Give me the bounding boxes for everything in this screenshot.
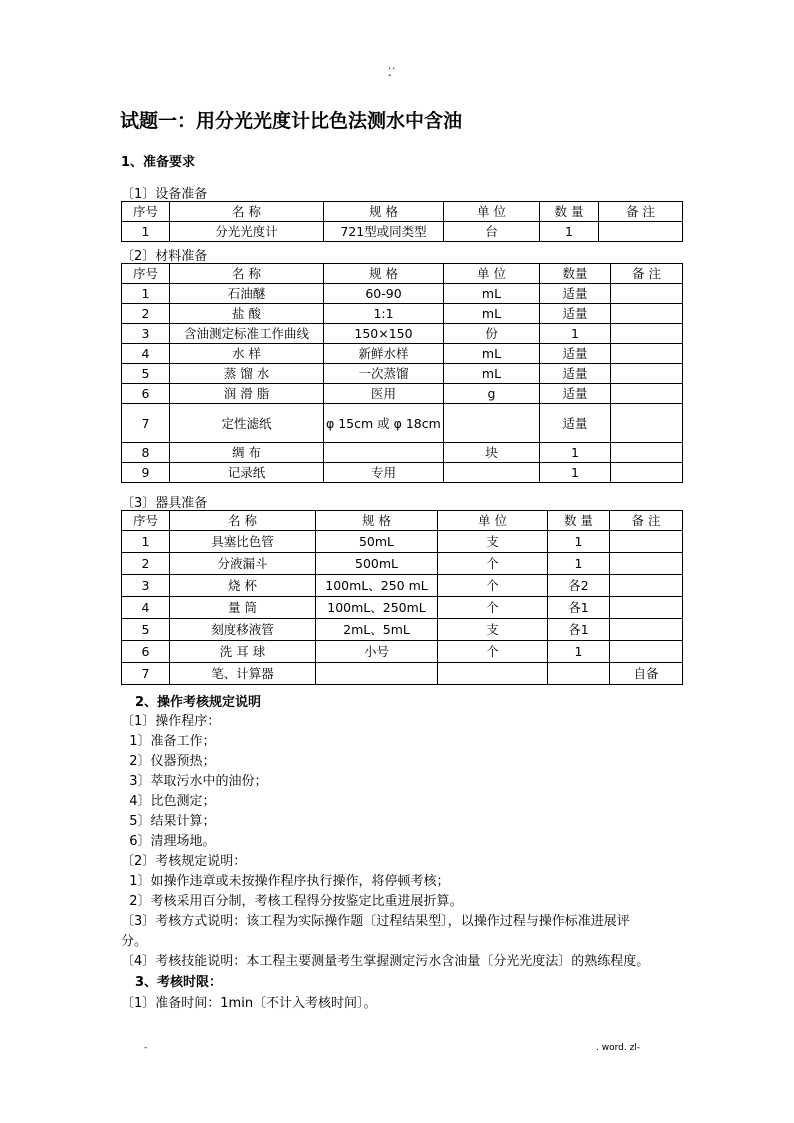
header-cell: 备 注 xyxy=(610,511,683,531)
header-cell: 备 注 xyxy=(611,264,683,284)
table-cell: 1 xyxy=(122,222,170,242)
table-cell xyxy=(611,284,683,304)
table-cell: 适量 xyxy=(540,284,611,304)
apparatus-table xyxy=(121,510,683,685)
table-cell: 1 xyxy=(540,463,611,483)
header-cell: 单 位 xyxy=(438,511,548,531)
table-cell xyxy=(610,641,683,663)
instruction-line: 5〕结果计算； xyxy=(121,814,216,829)
table-cell: 分光光度计 xyxy=(170,222,324,242)
table-cell: 4 xyxy=(122,344,170,364)
table-cell: 3 xyxy=(122,575,170,597)
section-heading-2: 2、操作考核规定说明 xyxy=(135,695,262,710)
instruction-line: 〔4〕考核技能说明：本工程主要测量考生掌握测定污水含油量〔分光光度法〕的熟练程度。 xyxy=(121,954,650,969)
table-cell: 绸 布 xyxy=(170,443,324,463)
table-cell: 专用 xyxy=(324,463,444,483)
table-cell: 笔、计算器 xyxy=(170,663,316,685)
footer-left: - xyxy=(144,1043,148,1053)
table-cell: 记录纸 xyxy=(170,463,324,483)
table-row xyxy=(122,663,683,685)
table-row xyxy=(122,597,683,619)
table-cell: 8 xyxy=(122,443,170,463)
table-cell: 2mL、5mL xyxy=(316,619,438,641)
table-cell: 适量 xyxy=(540,304,611,324)
instruction-line: 6〕清理场地。 xyxy=(121,834,216,849)
instruction-line: 3〕萃取污水中的油份； xyxy=(121,774,268,789)
table-cell xyxy=(611,443,683,463)
table-cell: 一次蒸馏 xyxy=(324,364,444,384)
header-cell: 规 格 xyxy=(324,264,444,284)
table-cell xyxy=(611,304,683,324)
table-cell: 洗 耳 球 xyxy=(170,641,316,663)
table-row xyxy=(122,553,683,575)
table-cell: 自备 xyxy=(610,663,683,685)
equip-heading: 〔1〕设备准备 xyxy=(121,187,208,202)
header-cell: 名 称 xyxy=(170,202,324,222)
table-cell: 量 筒 xyxy=(170,597,316,619)
prep-time-line: 〔1〕准备时间：1min〔不计入考核时间〕。 xyxy=(121,996,377,1011)
instruction-line: 4〕比色测定； xyxy=(121,794,216,809)
instruction-line: 1〕准备工作； xyxy=(121,734,216,749)
table-cell: 盐 酸 xyxy=(170,304,324,324)
header-cell: 单 位 xyxy=(444,264,540,284)
table-row xyxy=(122,324,683,344)
header-cell: 序号 xyxy=(122,511,170,531)
table-cell xyxy=(611,364,683,384)
instruction-line: 分。 xyxy=(121,934,148,949)
table-cell: 个 xyxy=(438,641,548,663)
table-cell: 1 xyxy=(548,553,610,575)
table-cell: 医用 xyxy=(324,384,444,404)
table-cell: 定性滤纸 xyxy=(170,404,324,443)
table-cell: 150×150 xyxy=(324,324,444,344)
table-cell: 60-90 xyxy=(324,284,444,304)
table-row xyxy=(122,531,683,553)
table-header-row xyxy=(122,511,683,531)
table-cell xyxy=(444,404,540,443)
table-cell: 100mL、250 mL xyxy=(316,575,438,597)
table-row xyxy=(122,304,683,324)
section-heading-1: 1、准备要求 xyxy=(121,155,196,170)
header-cell: 单 位 xyxy=(444,202,540,222)
table-cell: 9 xyxy=(122,463,170,483)
table-cell xyxy=(324,443,444,463)
table-cell: 3 xyxy=(122,324,170,344)
table-cell xyxy=(438,663,548,685)
table-cell: 721型或同类型 xyxy=(324,222,444,242)
table-cell: 6 xyxy=(122,641,170,663)
table-cell: mL xyxy=(444,344,540,364)
instruction-lines xyxy=(121,712,681,972)
header-cell: 名 称 xyxy=(170,264,324,284)
table-cell: 各2 xyxy=(548,575,610,597)
table-cell: 适量 xyxy=(540,364,611,384)
table-cell: 1 xyxy=(548,531,610,553)
table-cell xyxy=(610,531,683,553)
table-cell: 台 xyxy=(444,222,540,242)
table-cell: 7 xyxy=(122,663,170,685)
table-cell: g xyxy=(444,384,540,404)
table-cell: 适量 xyxy=(540,404,611,443)
table-cell: 1:1 xyxy=(324,304,444,324)
header-cell: 数 量 xyxy=(548,511,610,531)
table-row xyxy=(122,284,683,304)
table-cell xyxy=(611,463,683,483)
table-cell: 新鲜水样 xyxy=(324,344,444,364)
table-cell: 适量 xyxy=(540,344,611,364)
table-cell: mL xyxy=(444,284,540,304)
table-row xyxy=(122,619,683,641)
table-cell xyxy=(610,575,683,597)
equipment-table xyxy=(121,201,683,242)
apparatus-heading: 〔3〕器具准备 xyxy=(121,496,208,511)
table-cell: 7 xyxy=(122,404,170,443)
instruction-line: 2〕仪器预热； xyxy=(121,754,216,769)
table-cell: 2 xyxy=(122,304,170,324)
table-cell: 各1 xyxy=(548,619,610,641)
header-cell: 数 量 xyxy=(540,202,599,222)
instruction-line: 2〕考核采用百分制，考核工程得分按鉴定比重进展折算。 xyxy=(121,894,463,909)
table-cell: 个 xyxy=(438,575,548,597)
table-cell: 1 xyxy=(540,324,611,344)
table-cell: 支 xyxy=(438,619,548,641)
table-row xyxy=(122,463,683,483)
table-cell: 份 xyxy=(444,324,540,344)
header-cell: 备 注 xyxy=(599,202,683,222)
table-header-row xyxy=(122,264,683,284)
table-cell: 2 xyxy=(122,553,170,575)
table-row xyxy=(122,575,683,597)
table-cell: 分液漏斗 xyxy=(170,553,316,575)
table-cell xyxy=(610,553,683,575)
table-cell: 6 xyxy=(122,384,170,404)
table-cell: 水 样 xyxy=(170,344,324,364)
table-cell: 各1 xyxy=(548,597,610,619)
table-cell: 1 xyxy=(540,222,599,242)
instruction-line: 〔3〕考核方式说明：该工程为实际操作题〔过程结果型〕，以操作过程与操作标准进展评 xyxy=(121,914,630,929)
section-heading-3: 3、考核时限： xyxy=(135,975,223,990)
table-cell: 1 xyxy=(540,443,611,463)
table-cell: 小号 xyxy=(316,641,438,663)
header-cell: 数量 xyxy=(540,264,611,284)
table-row xyxy=(122,641,683,663)
instruction-line: 1〕如操作违章或未按操作程序执行操作，将停顿考核； xyxy=(121,874,450,889)
table-cell xyxy=(599,222,683,242)
page-title: 试题一：用分光光度计比色法测水中含油 xyxy=(120,110,463,132)
table-header-row xyxy=(122,202,683,222)
table-cell: 1 xyxy=(122,531,170,553)
header-mark: .. - xyxy=(388,61,397,81)
table-row xyxy=(122,443,683,463)
instruction-line: 〔2〕考核规定说明： xyxy=(121,854,247,869)
table-cell: 刻度移液管 xyxy=(170,619,316,641)
table-cell: 含油测定标准工作曲线 xyxy=(170,324,324,344)
material-table xyxy=(121,263,683,483)
table-cell: 1 xyxy=(122,284,170,304)
table-cell: 润 滑 脂 xyxy=(170,384,324,404)
table-cell: 蒸 馏 水 xyxy=(170,364,324,384)
table-cell: 5 xyxy=(122,619,170,641)
table-cell: 适量 xyxy=(540,384,611,404)
table-cell: 支 xyxy=(438,531,548,553)
table-cell: 块 xyxy=(444,443,540,463)
table-cell xyxy=(316,663,438,685)
table-cell: 4 xyxy=(122,597,170,619)
table-cell: mL xyxy=(444,364,540,384)
instruction-line: 〔1〕操作程序： xyxy=(121,714,221,729)
table-row xyxy=(122,344,683,364)
table-cell xyxy=(611,404,683,443)
table-cell xyxy=(610,597,683,619)
table-row xyxy=(122,404,683,443)
header-cell: 规 格 xyxy=(324,202,444,222)
table-cell xyxy=(610,619,683,641)
table-cell xyxy=(444,463,540,483)
table-row xyxy=(122,384,683,404)
table-cell: 1 xyxy=(548,641,610,663)
header-cell: 规 格 xyxy=(316,511,438,531)
table-cell: φ 15cm 或 φ 18cm xyxy=(324,404,444,443)
table-cell xyxy=(611,384,683,404)
table-cell: 100mL、250mL xyxy=(316,597,438,619)
header-cell: 名 称 xyxy=(170,511,316,531)
table-cell: 5 xyxy=(122,364,170,384)
table-cell: 500mL xyxy=(316,553,438,575)
table-cell xyxy=(611,344,683,364)
material-heading: 〔2〕材料准备 xyxy=(121,249,208,264)
table-cell: mL xyxy=(444,304,540,324)
table-cell: 具塞比色管 xyxy=(170,531,316,553)
table-cell: 烧 杯 xyxy=(170,575,316,597)
table-row xyxy=(122,364,683,384)
footer-right: . word. zl- xyxy=(596,1043,641,1053)
table-cell: 个 xyxy=(438,553,548,575)
table-cell: 个 xyxy=(438,597,548,619)
table-cell xyxy=(548,663,610,685)
header-cell: 序号 xyxy=(122,264,170,284)
table-row xyxy=(122,222,683,242)
table-cell xyxy=(611,324,683,344)
table-cell: 石油醚 xyxy=(170,284,324,304)
header-cell: 序号 xyxy=(122,202,170,222)
table-cell: 50mL xyxy=(316,531,438,553)
